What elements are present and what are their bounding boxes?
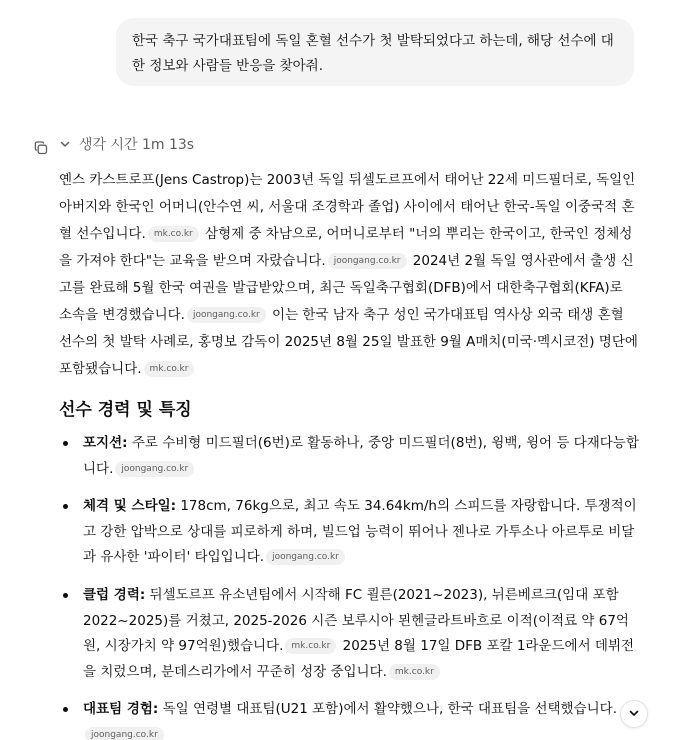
assistant-answer: [59, 167, 639, 740]
item-label: 체격 및 스타일:: [83, 498, 177, 515]
chevron-down-icon: [59, 138, 71, 150]
citation-chip[interactable]: joongang.co.kr: [328, 253, 407, 269]
intro-text-3: 2024년 2월 독일 영사관에서 출생 신고를 완료해 5월 한국 여권을 발급받았으며, 최근 독일축구협회(DFB)에서 대한축구협회(KFA)로 소속을 변경했습니다.: [59, 253, 634, 323]
list-item: [59, 583, 639, 685]
career-list: [59, 431, 639, 740]
item-label: 클럽 경력:: [83, 586, 146, 603]
item-label: 대표팀 경험:: [83, 701, 159, 718]
copy-icon[interactable]: [33, 140, 49, 156]
arrow-down-icon: [627, 705, 641, 724]
intro-text-4: 이는 한국 남자 축구 성인 국가대표팀 역사상 외국 태생 혼혈 선수의 첫 발탁 사례로, 홍명보 감독이 2025년 8월 25일 발표한 9월 A매치(미국·멕시코전) 명단에 포함됐습니다.: [59, 307, 638, 377]
citation-chip[interactable]: joongang.co.kr: [266, 549, 345, 565]
scroll-down-button[interactable]: [620, 700, 648, 728]
citation-chip[interactable]: joongang.co.kr: [115, 461, 194, 477]
user-message-text: 한국 축구 국가대표팀에 독일 혼혈 선수가 첫 발탁되었다고 하는데, 해당 선수에 대한 정보와 사람들 반응을 찾아줘.: [132, 33, 614, 74]
user-message-bubble: [116, 18, 634, 86]
list-item: [59, 697, 639, 740]
citation-chip[interactable]: joongang.co.kr: [187, 307, 266, 323]
intro-text-2: 삼형제 중 차남으로, 어머니로부터 "너의 뿌리는 한국이고, 한국인 정체성을 가져야 한다"는 교육을 받으며 자랐습니다.: [59, 226, 633, 269]
thought-toggle[interactable]: [59, 134, 194, 154]
bullet-dot: [63, 707, 68, 712]
citation-chip[interactable]: mk.co.kr: [389, 664, 440, 680]
thought-duration: 생각 시간 1m 13s: [79, 137, 195, 153]
citation-chip[interactable]: mk.co.kr: [285, 638, 336, 654]
bullet-dot: [63, 504, 68, 509]
item-text: 2025년 8월 17일 DFB 포칼 1라운드에서 데뷔전을 치렀으며, 분데스리가에서 꾸준히 성장 중입니다.: [83, 638, 635, 680]
intro-paragraph: [59, 167, 639, 383]
item-text: 독일 연령별 대표팀(U21 포함)에서 활약했으나, 한국 대표팀을 선택했습니다.: [158, 701, 618, 718]
citation-chip[interactable]: joongang.co.kr: [85, 727, 164, 740]
bullet-dot: [63, 593, 68, 598]
citation-chip[interactable]: mk.co.kr: [148, 226, 199, 242]
citation-chip[interactable]: mk.co.kr: [144, 361, 195, 377]
list-item: [59, 494, 639, 571]
intro-text-1: 옌스 카스트로프(Jens Castrop)는 2003년 독일 뒤셀도르프에서 태어난 22세 미드필더로, 독일인 아버지와 한국인 어머니(안수연 씨, 서울대 조경학과 졸업) 사이에서 태어난 한국-독일 이중국적 혼혈 선수입니다.: [59, 172, 636, 242]
item-label: 포지션:: [83, 435, 128, 451]
section-heading: 선수 경력 및 특징: [59, 400, 192, 420]
list-item: [59, 431, 639, 482]
bullet-dot: [63, 441, 68, 446]
item-text: 뒤셀도르프 유소년팀에서 시작해 FC 쾰른(2021~2023), 뉘른베르크(임대 포함 2022~2025)를 거쳤고, 2025-2026 시즌 보루시아 묀헨글라트바흐로 이적(이적료 약 67억원, 시장가치 약 97억원)했습니다.: [83, 586, 629, 655]
item-text: 주로 수비형 미드필더(6번)로 활동하나, 중앙 미드필더(8번), 윙백, 윙어 등 다재다능합니다.: [83, 435, 639, 477]
item-text: 178cm, 76kg으로, 최고 속도 34.64km/h의 스피드를 자랑합니다. 투쟁적이고 강한 압박으로 상대를 피로하게 하며, 빌드업 능력이 뛰어나 젠나로 가투소나 아르투로 비달과 유사한 '파이터' 타입입니다.: [83, 498, 637, 566]
